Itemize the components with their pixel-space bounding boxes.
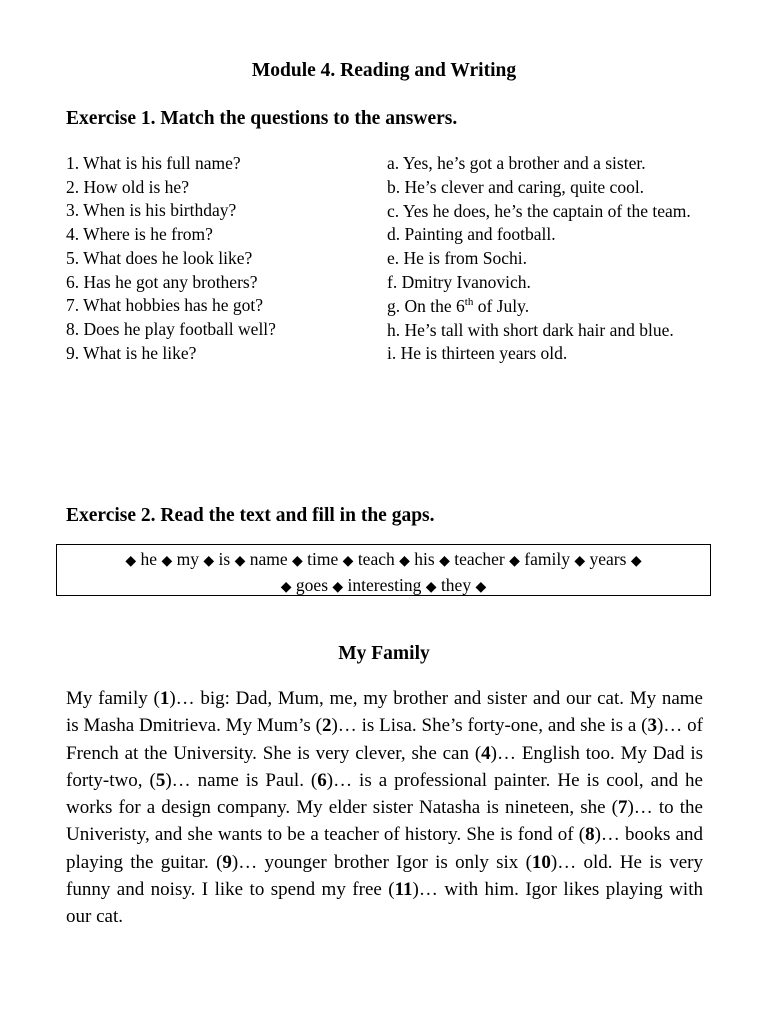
gap-number: 3 bbox=[647, 715, 657, 737]
gap-number: 6 bbox=[317, 769, 327, 791]
answer-item: d. Painting and football. bbox=[387, 224, 556, 245]
diamond-bullet-icon: ◆ bbox=[509, 554, 520, 569]
page-title: Module 4. Reading and Writing bbox=[251, 60, 517, 81]
question-item: 5. What does he look like? bbox=[66, 247, 253, 268]
question-item: 6. Has he got any brothers? bbox=[66, 271, 258, 292]
answer-item: b. He’s clever and caring, quite cool. bbox=[387, 176, 645, 197]
word-bank-word: he bbox=[140, 549, 158, 569]
question-item: 1. What is his full name? bbox=[66, 153, 241, 173]
diamond-bullet-icon: ◆ bbox=[630, 554, 642, 569]
diamond-bullet-icon: ◆ bbox=[280, 579, 292, 595]
diamond-bullet-icon: ◆ bbox=[425, 579, 437, 595]
answer-item bbox=[387, 295, 717, 319]
diamond-bullet-icon: ◆ bbox=[439, 554, 450, 569]
gap-number: 4 bbox=[481, 742, 491, 764]
answer-item: f. Dmitry Ivanovich. bbox=[387, 271, 531, 292]
question-item: 8. Does he play football well? bbox=[66, 318, 276, 339]
diamond-bullet-icon: ◆ bbox=[125, 554, 137, 569]
diamond-bullet-icon: ◆ bbox=[342, 554, 354, 569]
word-bank-word: is bbox=[218, 549, 231, 569]
answer-item: c. Yes he does, he’s the captain of the team. bbox=[387, 200, 691, 221]
gap-number: 1 bbox=[159, 688, 170, 709]
gap-number: 11 bbox=[394, 879, 413, 901]
ordinal-suffix: th bbox=[464, 295, 474, 308]
word-bank-word: name bbox=[249, 549, 288, 569]
word-bank-word: years bbox=[589, 549, 627, 569]
story-text: My family (1)… big: Dad, Mum, me, my brother and sister and our cat. My name is Masha Dmitrieva. My Mum’s (2)… is Lisa. She’s forty-one, and she is a (3)… of French at the University. She is very clever, she can (4)… English too. My Dad is forty-two, (5)… name is Paul. (6)… is a professional painter. He is cool, and he works for a design company. My elder sister Natasha is nineteen, she (7)… to the Univeristy, and she wants to be a teacher of history. She is fond of (8)… books and playing the guitar. (9)… younger brother Igor is only six (10)… old. He is very funny and noisy. I like to spend my free (11)… with him. Igor likes playing with our cat. bbox=[66, 688, 703, 928]
word-bank-word: family bbox=[524, 549, 570, 569]
word-bank-word: interesting bbox=[347, 574, 422, 595]
word-bank-word: goes bbox=[295, 574, 328, 595]
word-bank-word: teach bbox=[357, 549, 395, 569]
diamond-bullet-icon: ◆ bbox=[203, 554, 215, 569]
diamond-bullet-icon: ◆ bbox=[475, 579, 487, 595]
word-bank-word: time bbox=[307, 549, 339, 569]
question-item: 3. When is his birthday? bbox=[66, 200, 237, 221]
gap-number: 10 bbox=[531, 851, 551, 873]
answer-item: i. He is thirteen years old. bbox=[387, 343, 568, 364]
diamond-bullet-icon: ◆ bbox=[161, 554, 173, 569]
exercise-2-heading: Exercise 2. Read the text and fill in the gaps. bbox=[66, 505, 435, 526]
answer-item: h. He’s tall with short dark hair and blue. bbox=[387, 319, 674, 340]
word-bank-box bbox=[56, 544, 711, 596]
answer-list bbox=[387, 152, 717, 366]
word-bank-word: they bbox=[440, 574, 472, 595]
diamond-bullet-icon: ◆ bbox=[234, 554, 246, 569]
question-item: 7. What hobbies has he got? bbox=[66, 295, 263, 316]
answer-item: a. Yes, he’s got a brother and a sister. bbox=[387, 153, 646, 173]
question-list bbox=[66, 152, 376, 365]
gap-number: 9 bbox=[222, 851, 232, 873]
gap-number: 8 bbox=[585, 824, 595, 846]
diamond-bullet-icon: ◆ bbox=[574, 554, 586, 569]
word-bank-word: my bbox=[176, 549, 199, 569]
word-bank-word: his bbox=[414, 549, 435, 569]
gap-number: 2 bbox=[321, 715, 332, 737]
story-title: My Family bbox=[338, 643, 430, 664]
question-item: 9. What is he like? bbox=[66, 342, 197, 363]
answer-text: of July. bbox=[473, 295, 530, 316]
gap-number: 5 bbox=[155, 769, 166, 791]
word-bank-word: teacher bbox=[454, 549, 505, 569]
exercise-1-heading: Exercise 1. Match the questions to the answers. bbox=[66, 108, 458, 129]
question-item: 2. How old is he? bbox=[66, 176, 189, 197]
diamond-bullet-icon: ◆ bbox=[332, 579, 344, 595]
diamond-bullet-icon: ◆ bbox=[292, 554, 303, 569]
answer-text: g. On the 6 bbox=[387, 295, 465, 316]
diamond-bullet-icon: ◆ bbox=[399, 554, 410, 569]
gap-number: 7 bbox=[617, 797, 628, 819]
question-item: 4. Where is he from? bbox=[66, 224, 213, 245]
answer-item: e. He is from Sochi. bbox=[387, 248, 527, 269]
